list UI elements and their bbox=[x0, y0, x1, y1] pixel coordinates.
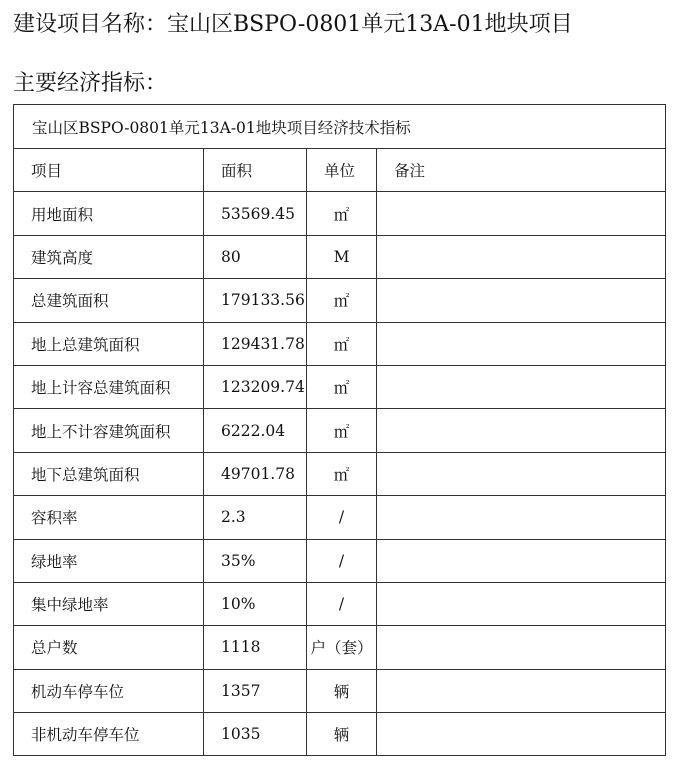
table-row bbox=[14, 322, 666, 365]
row-unit: ㎡ bbox=[307, 279, 377, 322]
row-item: 地上不计容建筑面积 bbox=[14, 409, 204, 452]
row-value: 2.3 bbox=[204, 496, 307, 539]
row-unit: 户（套） bbox=[307, 626, 377, 669]
row-unit: ㎡ bbox=[307, 322, 377, 365]
row-unit: / bbox=[307, 496, 377, 539]
table-row bbox=[14, 452, 666, 495]
row-value: 1118 bbox=[204, 626, 307, 669]
row-item: 地上总建筑面积 bbox=[14, 322, 204, 365]
economic-indicators-table bbox=[13, 104, 666, 756]
table-row bbox=[14, 539, 666, 582]
row-value: 129431.78 bbox=[204, 322, 307, 365]
row-unit: ㎡ bbox=[307, 365, 377, 408]
table-row bbox=[14, 713, 666, 756]
row-value: 179133.56 bbox=[204, 279, 307, 322]
row-item: 总建筑面积 bbox=[14, 279, 204, 322]
row-item: 非机动车停车位 bbox=[14, 713, 204, 756]
row-unit: 辆 bbox=[307, 713, 377, 756]
row-item: 地上计容总建筑面积 bbox=[14, 365, 204, 408]
row-value: 49701.78 bbox=[204, 452, 307, 495]
table-row bbox=[14, 496, 666, 539]
row-value: 123209.74 bbox=[204, 365, 307, 408]
row-item: 地下总建筑面积 bbox=[14, 452, 204, 495]
table-caption: 宝山区BSPO-0801单元13A-01地块项目经济技术指标 bbox=[14, 105, 666, 149]
row-value: 1035 bbox=[204, 713, 307, 756]
table-row bbox=[14, 626, 666, 669]
row-item: 建筑高度 bbox=[14, 235, 204, 278]
row-note bbox=[377, 192, 666, 235]
row-note bbox=[377, 713, 666, 756]
row-unit: ㎡ bbox=[307, 192, 377, 235]
header-area: 面积 bbox=[204, 149, 307, 192]
table-row bbox=[14, 192, 666, 235]
row-unit: ㎡ bbox=[307, 409, 377, 452]
row-unit: 辆 bbox=[307, 669, 377, 712]
row-value: 1357 bbox=[204, 669, 307, 712]
row-unit: / bbox=[307, 582, 377, 625]
row-note bbox=[377, 582, 666, 625]
row-note bbox=[377, 452, 666, 495]
table-header-row bbox=[14, 149, 666, 192]
table-row bbox=[14, 582, 666, 625]
row-note bbox=[377, 409, 666, 452]
row-value: 53569.45 bbox=[204, 192, 307, 235]
row-note bbox=[377, 669, 666, 712]
table-row bbox=[14, 235, 666, 278]
row-note bbox=[377, 539, 666, 582]
row-unit: M bbox=[307, 235, 377, 278]
header-unit: 单位 bbox=[307, 149, 377, 192]
row-value: 6222.04 bbox=[204, 409, 307, 452]
row-note bbox=[377, 235, 666, 278]
project-title: 建设项目名称：宝山区BSPO-0801单元13A-01地块项目 bbox=[13, 12, 573, 37]
row-note bbox=[377, 365, 666, 408]
row-note bbox=[377, 496, 666, 539]
row-note bbox=[377, 279, 666, 322]
row-item: 用地面积 bbox=[14, 192, 204, 235]
header-note: 备注 bbox=[377, 149, 666, 192]
section-title: 主要经济指标： bbox=[13, 71, 168, 96]
table-row bbox=[14, 365, 666, 408]
row-note bbox=[377, 626, 666, 669]
row-unit: ㎡ bbox=[307, 452, 377, 495]
row-value: 35% bbox=[204, 539, 307, 582]
table-row bbox=[14, 409, 666, 452]
row-item: 容积率 bbox=[14, 496, 204, 539]
row-note bbox=[377, 322, 666, 365]
row-unit: / bbox=[307, 539, 377, 582]
row-item: 集中绿地率 bbox=[14, 582, 204, 625]
table-caption-row bbox=[14, 105, 666, 149]
row-item: 绿地率 bbox=[14, 539, 204, 582]
header-item: 项目 bbox=[14, 149, 204, 192]
table-row bbox=[14, 669, 666, 712]
row-value: 10% bbox=[204, 582, 307, 625]
table-row bbox=[14, 279, 666, 322]
row-value: 80 bbox=[204, 235, 307, 278]
row-item: 机动车停车位 bbox=[14, 669, 204, 712]
row-item: 总户数 bbox=[14, 626, 204, 669]
